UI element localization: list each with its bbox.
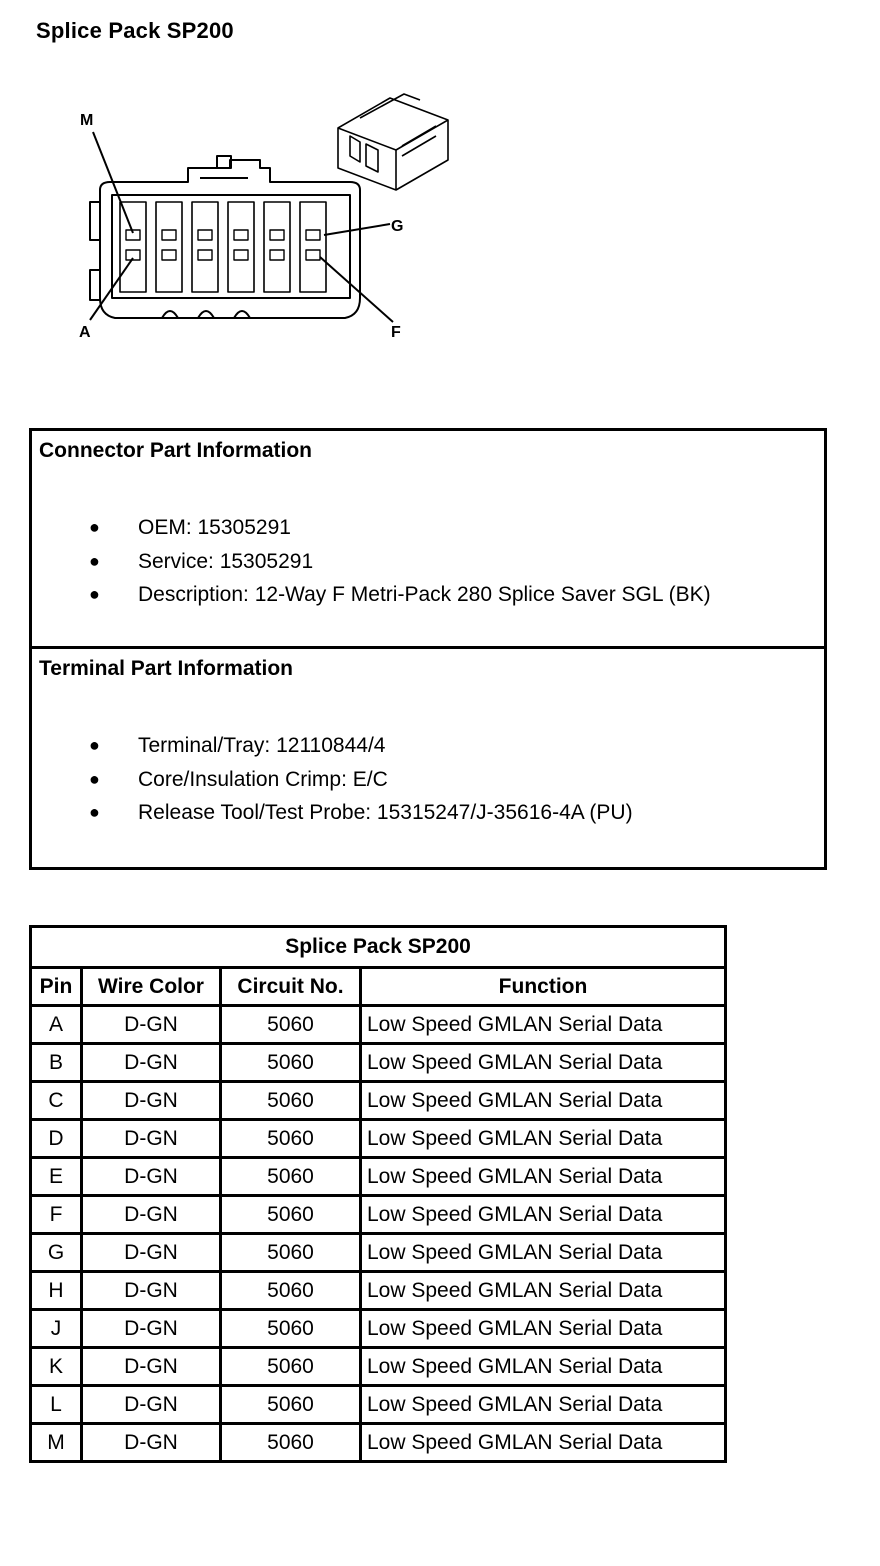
circuit-cell: 5060 [221,1272,361,1310]
table-row [31,1310,726,1348]
function-cell: Low Speed GMLAN Serial Data [361,1082,726,1120]
bullet-icon: ● [89,550,100,571]
list-item: ● OEM: 15305291 [32,511,711,545]
table-row [31,1082,726,1120]
wire-color-cell: D-GN [82,1044,221,1082]
pin-cell: D [31,1120,82,1158]
table-row [31,1006,726,1044]
table-caption: Splice Pack SP200 [31,927,726,968]
circuit-cell: 5060 [221,1348,361,1386]
pin-cell: F [31,1196,82,1234]
function-cell: Low Speed GMLAN Serial Data [361,1386,726,1424]
function-cell: Low Speed GMLAN Serial Data [361,1196,726,1234]
pin-cell: B [31,1044,82,1082]
function-cell: Low Speed GMLAN Serial Data [361,1424,726,1462]
wire-color-cell: D-GN [82,1196,221,1234]
pin-cell: M [31,1424,82,1462]
table-row [31,1158,726,1196]
circuit-cell: 5060 [221,1158,361,1196]
circuit-cell: 5060 [221,1082,361,1120]
table-header-row [31,968,726,1006]
wire-color-cell: D-GN [82,1310,221,1348]
connector-info-list [32,511,711,612]
circuit-cell: 5060 [221,1196,361,1234]
table-row [31,1120,726,1158]
list-item: ● Release Tool/Test Probe: 15315247/J-35616-4A (PU) [32,796,633,830]
wire-color-cell: D-GN [82,1082,221,1120]
list-item: ● Terminal/Tray: 12110844/4 [32,729,633,763]
label-F: F [391,324,401,341]
list-item: ● Description: 12-Way F Metri-Pack 280 Splice Saver SGL (BK) [32,578,711,612]
circuit-cell: 5060 [221,1424,361,1462]
connector-info-heading: Connector Part Information [39,439,313,462]
wire-color-cell: D-GN [82,1424,221,1462]
table-row [31,1044,726,1082]
table-row [31,1196,726,1234]
pin-table [29,925,727,1463]
wire-color-cell: D-GN [82,1234,221,1272]
pin-cell: E [31,1158,82,1196]
terminal-info-list [32,729,633,830]
pin-cell: L [31,1386,82,1424]
pin-cell: K [31,1348,82,1386]
label-M: M [80,112,94,129]
function-cell: Low Speed GMLAN Serial Data [361,1006,726,1044]
pin-cell: A [31,1006,82,1044]
circuit-cell: 5060 [221,1310,361,1348]
table-row [31,1348,726,1386]
pin-cell: H [31,1272,82,1310]
function-cell: Low Speed GMLAN Serial Data [361,1158,726,1196]
table-row [31,1386,726,1424]
part-info-box [29,428,827,870]
terminal-part-info [32,649,824,864]
wire-color-cell: D-GN [82,1348,221,1386]
label-G: G [391,218,404,235]
pin-cell: G [31,1234,82,1272]
terminal-info-heading: Terminal Part Information [39,657,293,680]
function-cell: Low Speed GMLAN Serial Data [361,1044,726,1082]
header-wire-color: Wire Color [82,968,221,1006]
bullet-icon: ● [89,802,100,822]
bullet-icon: ● [89,517,100,537]
wire-color-cell: D-GN [82,1006,221,1044]
wire-color-cell: D-GN [82,1120,221,1158]
wire-color-cell: D-GN [82,1272,221,1310]
connector-part-info [32,431,824,649]
bullet-icon: ● [89,584,100,604]
header-circuit-no: Circuit No. [221,968,361,1006]
bullet-icon: ● [89,768,100,789]
table-row [31,1424,726,1462]
page-title: Splice Pack SP200 [36,18,234,43]
circuit-cell: 5060 [221,1386,361,1424]
pin-cell: J [31,1310,82,1348]
connector-diagram [60,90,480,350]
circuit-cell: 5060 [221,1044,361,1082]
circuit-cell: 5060 [221,1120,361,1158]
table-row [31,1234,726,1272]
list-item: ● Core/Insulation Crimp: E/C [32,763,633,797]
function-cell: Low Speed GMLAN Serial Data [361,1310,726,1348]
bullet-icon: ● [89,735,100,755]
circuit-cell: 5060 [221,1234,361,1272]
function-cell: Low Speed GMLAN Serial Data [361,1272,726,1310]
function-cell: Low Speed GMLAN Serial Data [361,1120,726,1158]
list-item: ● Service: 15305291 [32,545,711,579]
label-A: A [79,324,91,341]
function-cell: Low Speed GMLAN Serial Data [361,1234,726,1272]
circuit-cell: 5060 [221,1006,361,1044]
header-function: Function [361,968,726,1006]
header-pin: Pin [31,968,82,1006]
table-row [31,1272,726,1310]
wire-color-cell: D-GN [82,1386,221,1424]
wire-color-cell: D-GN [82,1158,221,1196]
pin-cell: C [31,1082,82,1120]
function-cell: Low Speed GMLAN Serial Data [361,1348,726,1386]
